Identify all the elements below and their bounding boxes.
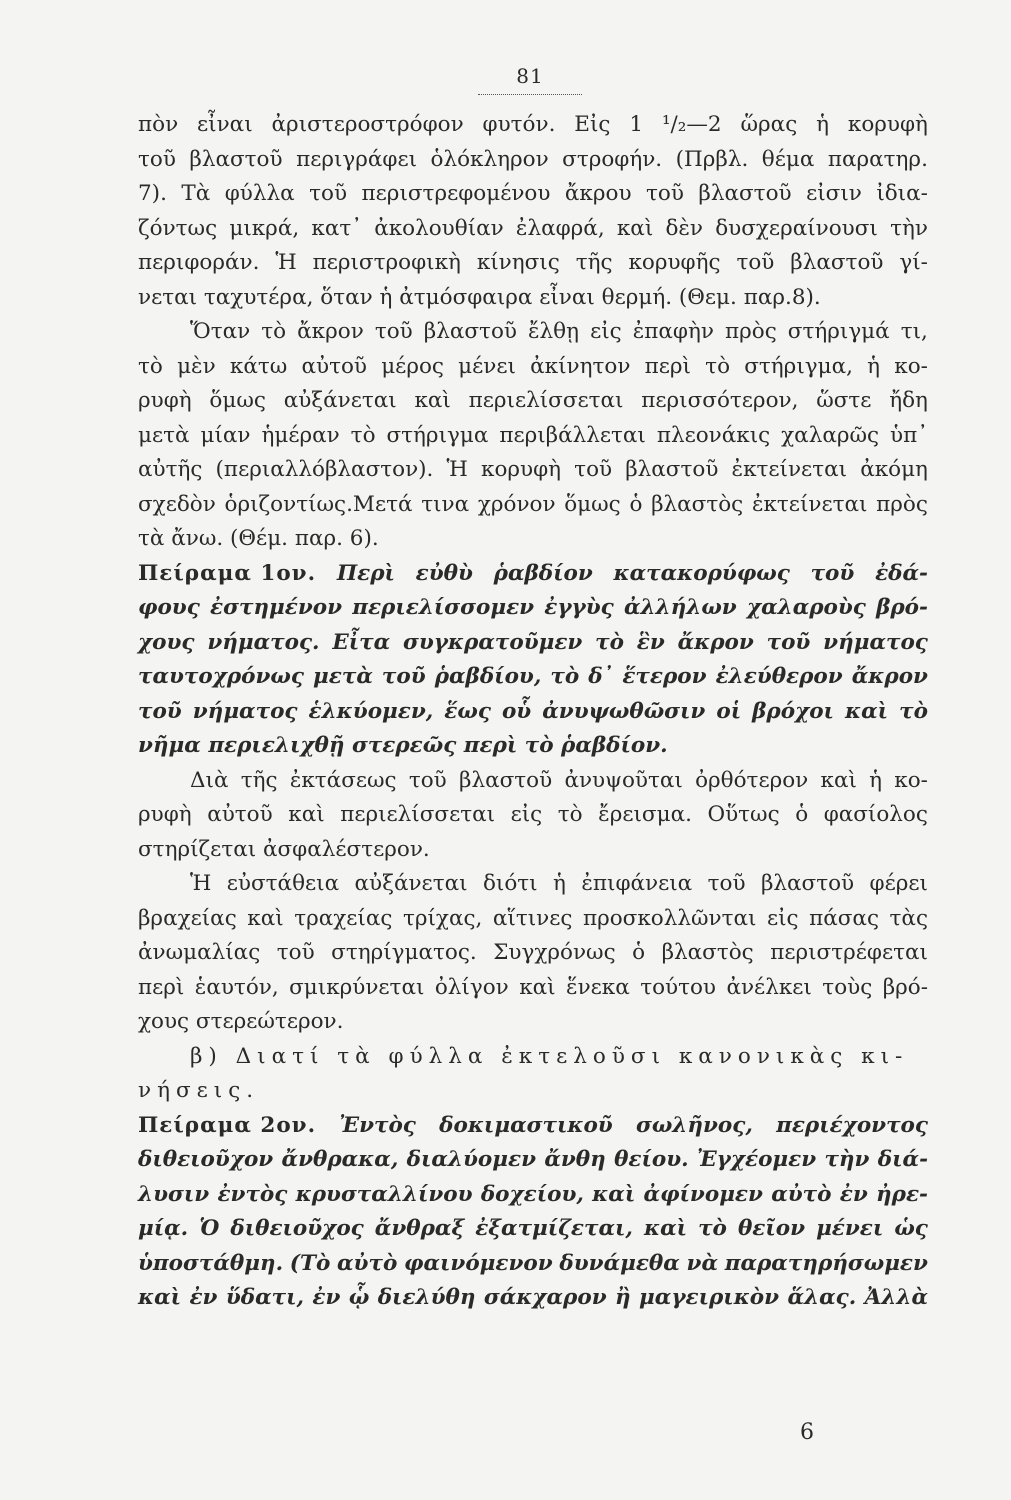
text-line: χους νήματος. Εἶτα συγκρατοῦμεν τὸ ἓν ἄκρον τοῦ νήματος	[138, 629, 928, 655]
text-line: βραχείας καὶ τραχείας τρίχας, αἵτινες προσκολλῶνται εἰς πάσας τὰς	[138, 905, 928, 931]
text-line: καὶ ἐν ὕδατι, ἐν ᾧ διελύθη σάκχαρον ἢ μαγειρικὸν ἅλας. Ἀλλὰ	[138, 1285, 928, 1310]
text-line: τοῦ βλαστοῦ περιγράφει ὁλόκληρον στροφήν. (Πρβλ. θέμα παρατηρ.	[138, 146, 928, 172]
experiment-label: Πείραμα 2ον.	[138, 1112, 317, 1138]
text-line: ρυφὴ αὐτοῦ καὶ περιελίσσεται εἰς τὸ ἔρεισμα. Οὕτως ὁ φασίολος	[138, 802, 928, 827]
text-line: Πείραμα 2ον. Ἐντὸς δοκιμαστικοῦ σωλῆνος, περιέχοντος	[138, 1109, 928, 1144]
text-line: ταυτοχρόνως μετὰ τοῦ ῥαβδίου, τὸ δ᾽ ἕτερον ἐλεύθερον ἄκρον	[138, 664, 928, 689]
experiment-label: Πείραμα 1ον.	[138, 560, 317, 586]
text-line: λυσιν ἐντὸς κρυσταλλίνου δοχείου, καὶ ἀφίνομεν αὐτὸ ἐν ἠρε-	[138, 1181, 928, 1207]
text-line: ὑποστάθμη. (Τὸ αὐτὸ φαινόμενον δυνάμεθα νὰ παρατηρήσωμεν	[138, 1250, 928, 1276]
text-line: Πείραμα 1ον. Περὶ εὐθὺ ῥαβδίον κατακορύφως τοῦ ἐδά-	[138, 557, 928, 592]
text-line: περὶ ἑαυτόν, σμικρύνεται ὀλίγον καὶ ἕνεκα τούτου ἀνέλκει τοὺς βρό-	[138, 974, 928, 1000]
text-line: τὰ ἄνω. (Θέμ. παρ. 6).	[138, 526, 379, 551]
signature-mark: 6	[800, 1420, 814, 1445]
page-number: 81	[516, 64, 544, 88]
text-line: περιφοράν. Ἡ περιστροφικὴ κίνησις τῆς κορυφῆς τοῦ βλαστοῦ γί-	[138, 250, 928, 275]
text-line: μίᾳ. Ὁ διθειοῦχος ἄνθραξ ἐξατμίζεται, καὶ τὸ θεῖον μένει ὡς	[138, 1216, 928, 1241]
text-line: διθειοῦχον ἄνθρακα, διαλύομεν ἄνθη θείου. Ἐγχέομεν τὴν διά-	[138, 1147, 928, 1172]
text-line: φους ἐστημένον περιελίσσομεν ἐγγὺς ἀλλήλων χαλαροὺς βρό-	[138, 595, 928, 620]
text-line: τοῦ νήματος ἑλκύομεν, ἕως οὗ ἀνυψωθῶσιν οἱ βρόχοι καὶ τὸ	[138, 698, 928, 724]
text-line: πὸν εἶναι ἀριστεροστρόφον φυτόν. Εἰς 1 ¹/₂—2 ὥρας ἡ κορυφὴ	[138, 112, 928, 137]
text-line: Ἡ εὐστάθεια αὐξάνεται διότι ἡ ἐπιφάνεια τοῦ βλαστοῦ φέρει	[190, 871, 928, 896]
text-line: σχεδὸν ὁριζοντίως.Μετά τινα χρόνον ὅμως ὁ βλαστὸς ἐκτείνεται πρὸς	[138, 491, 928, 517]
text-line: Ὅταν τὸ ἄκρον τοῦ βλαστοῦ ἔλθῃ εἰς ἐπαφὴν πρὸς στήριγμά τι,	[190, 319, 928, 344]
text-line: χους στερεώτερον.	[138, 1009, 344, 1034]
page-number-rule	[478, 94, 582, 95]
text-line: ρυφὴ ὅμως αὐξάνεται καὶ περιελίσσεται περισσότερον, ὥστε ἤδη	[138, 388, 928, 413]
body-text	[138, 108, 928, 1316]
text-line: Διὰ τῆς ἐκτάσεως τοῦ βλαστοῦ ἀνυψοῦται ὀρθότερον καὶ ἡ κο-	[190, 767, 928, 793]
text-line: 7). Τὰ φύλλα τοῦ περιστρεφομένου ἄκρου τοῦ βλαστοῦ εἰσιν ἰδια-	[138, 181, 928, 206]
text-line: νήσεις.	[138, 1078, 260, 1103]
text-line: νεται ταχυτέρα, ὅταν ἡ ἀτμόσφαιρα εἶναι θερμή. (Θεμ. παρ.8).	[138, 284, 821, 310]
text-line: ζόντως μικρά, κατ᾽ ἀκολουθίαν ἐλαφρά, καὶ δὲν δυσχεραίνουσι τὴν	[138, 215, 928, 241]
text-line: στηρίζεται ἀσφαλέστερον.	[138, 836, 430, 862]
text-line: μετὰ μίαν ἡμέραν τὸ στήριγμα περιβάλλεται πλεονάκις χαλαρῶς ὑπ᾽	[138, 422, 928, 448]
text-line: νῆμα περιελιχθῇ στερεῶς περὶ τὸ ῥαβδίον.	[138, 733, 668, 758]
text-line: ἀνωμαλίας τοῦ στηρίγματος. Συγχρόνως ὁ βλαστὸς περιστρέφεται	[138, 940, 928, 965]
text-line: β) Διατί τὰ φύλλα ἐκτελοῦσι κανονικὰς κι-	[190, 1043, 909, 1069]
text-line: τὸ μὲν κάτω αὐτοῦ μέρος μένει ἀκίνητον περὶ τὸ στήριγμα, ἡ κο-	[138, 353, 928, 379]
text-line: αὐτῆς (περιαλλόβλαστον). Ἡ κορυφὴ τοῦ βλαστοῦ ἐκτείνεται ἀκόμη	[138, 457, 928, 482]
